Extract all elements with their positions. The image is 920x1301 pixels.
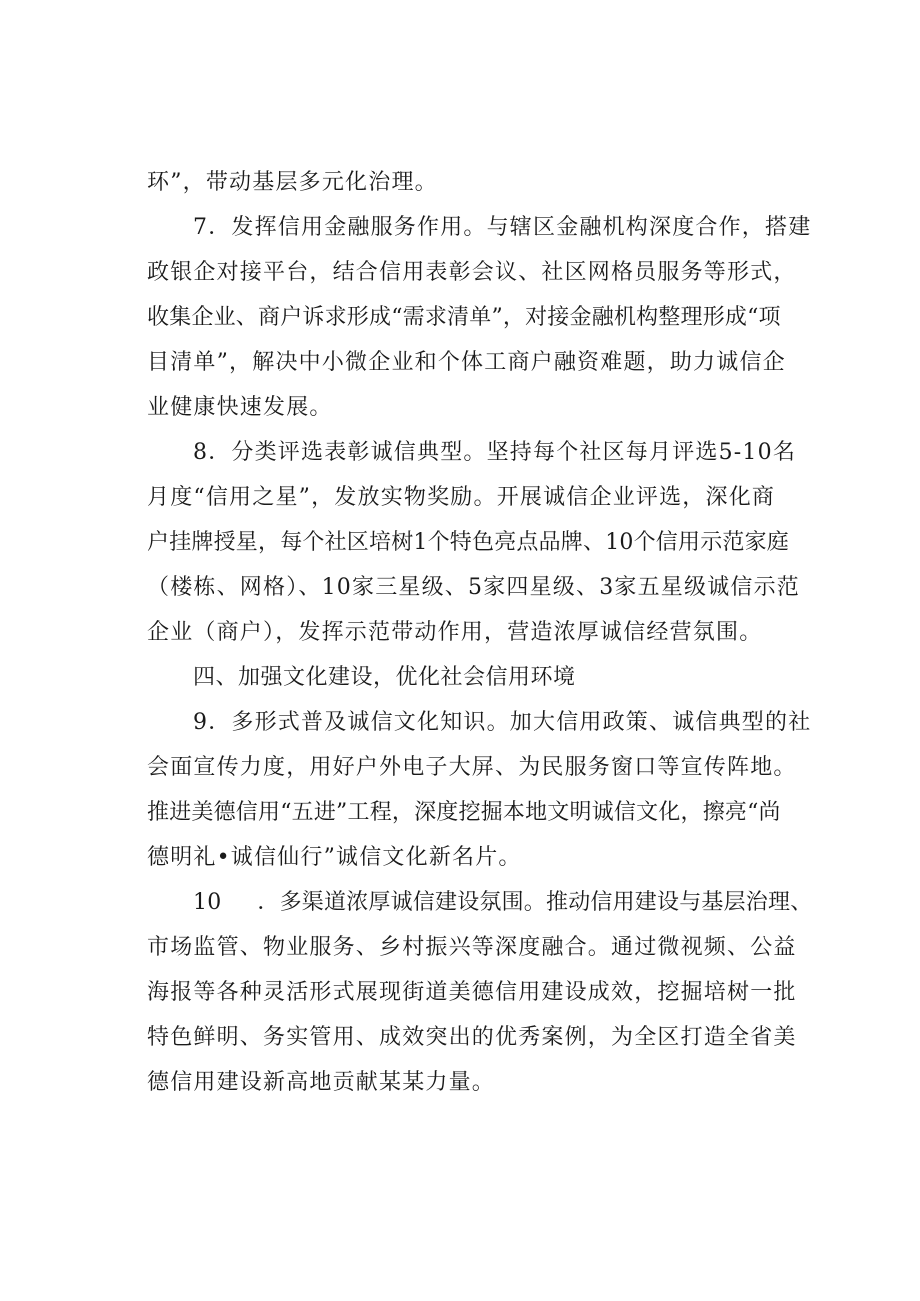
text-line: 市场监管、物业服务、乡村振兴等深度融合。通过微视频、公益 (147, 935, 797, 960)
item-10-number: 10 (193, 890, 222, 915)
text-line: 会面宣传力度，用好户外电子大屏、为民服务窗口等宣传阵地。 (147, 755, 797, 780)
item-8-line: 8．分类评选表彰诚信典型。坚持每个社区每月评选5-10名 (193, 440, 797, 465)
item-10-line (147, 880, 813, 925)
item-7-line: 7．发挥信用金融服务作用。与辖区金融机构深度合作，搭建 (193, 215, 812, 240)
text-line: 推进美德信用“五进”工程，深度挖掘本地文明诚信文化，擦亮“尚 (147, 800, 781, 825)
text-line: 德信用建设新高地贡献某某力量。 (147, 1070, 496, 1095)
text-line: 德明礼•诚信仙行”诚信文化新名片。 (147, 845, 522, 870)
text-line: 目清单”，解决中小微企业和个体工商户融资难题，助力诚信企 (147, 350, 786, 375)
text-line: （楼栋、网格）、10家三星级、5家四星级、3家五星级诚信示范 (147, 575, 800, 600)
text-line: 环”，带动基层多元化治理。 (147, 170, 438, 195)
text-line: 月度“信用之星”，发放实物奖励。开展诚信企业评选，深化商 (147, 485, 776, 510)
text-line: 户挂牌授星，每个社区培树1个特色亮点品牌、10个信用示范家庭 (147, 530, 789, 555)
text-line: 海报等各种灵活形式展现街道美德信用建设成效，挖掘培树一批 (147, 980, 797, 1005)
item-9-line: 9．多形式普及诚信文化知识。加大信用政策、诚信典型的社 (193, 710, 812, 735)
text-line: 企业（商户），发挥示范带动作用，营造浓厚诚信经营氛围。 (147, 620, 763, 645)
text-line: 政银企对接平台，结合信用表彰会议、社区网格员服务等形式， (147, 260, 797, 285)
item-10-text: ．多渠道浓厚诚信建设氛围。推动信用建设与基层治理、 (257, 890, 813, 915)
document-page (147, 160, 813, 1105)
text-line: 业健康快速发展。 (147, 395, 333, 420)
text-line: 收集企业、商户诉求形成“需求清单”，对接金融机构整理形成“项 (147, 305, 781, 330)
text-line: 特色鲜明、务实管用、成效突出的优秀案例，为全区打造全省美 (147, 1025, 797, 1050)
section-heading: 四、加强文化建设，优化社会信用环境 (193, 665, 576, 690)
